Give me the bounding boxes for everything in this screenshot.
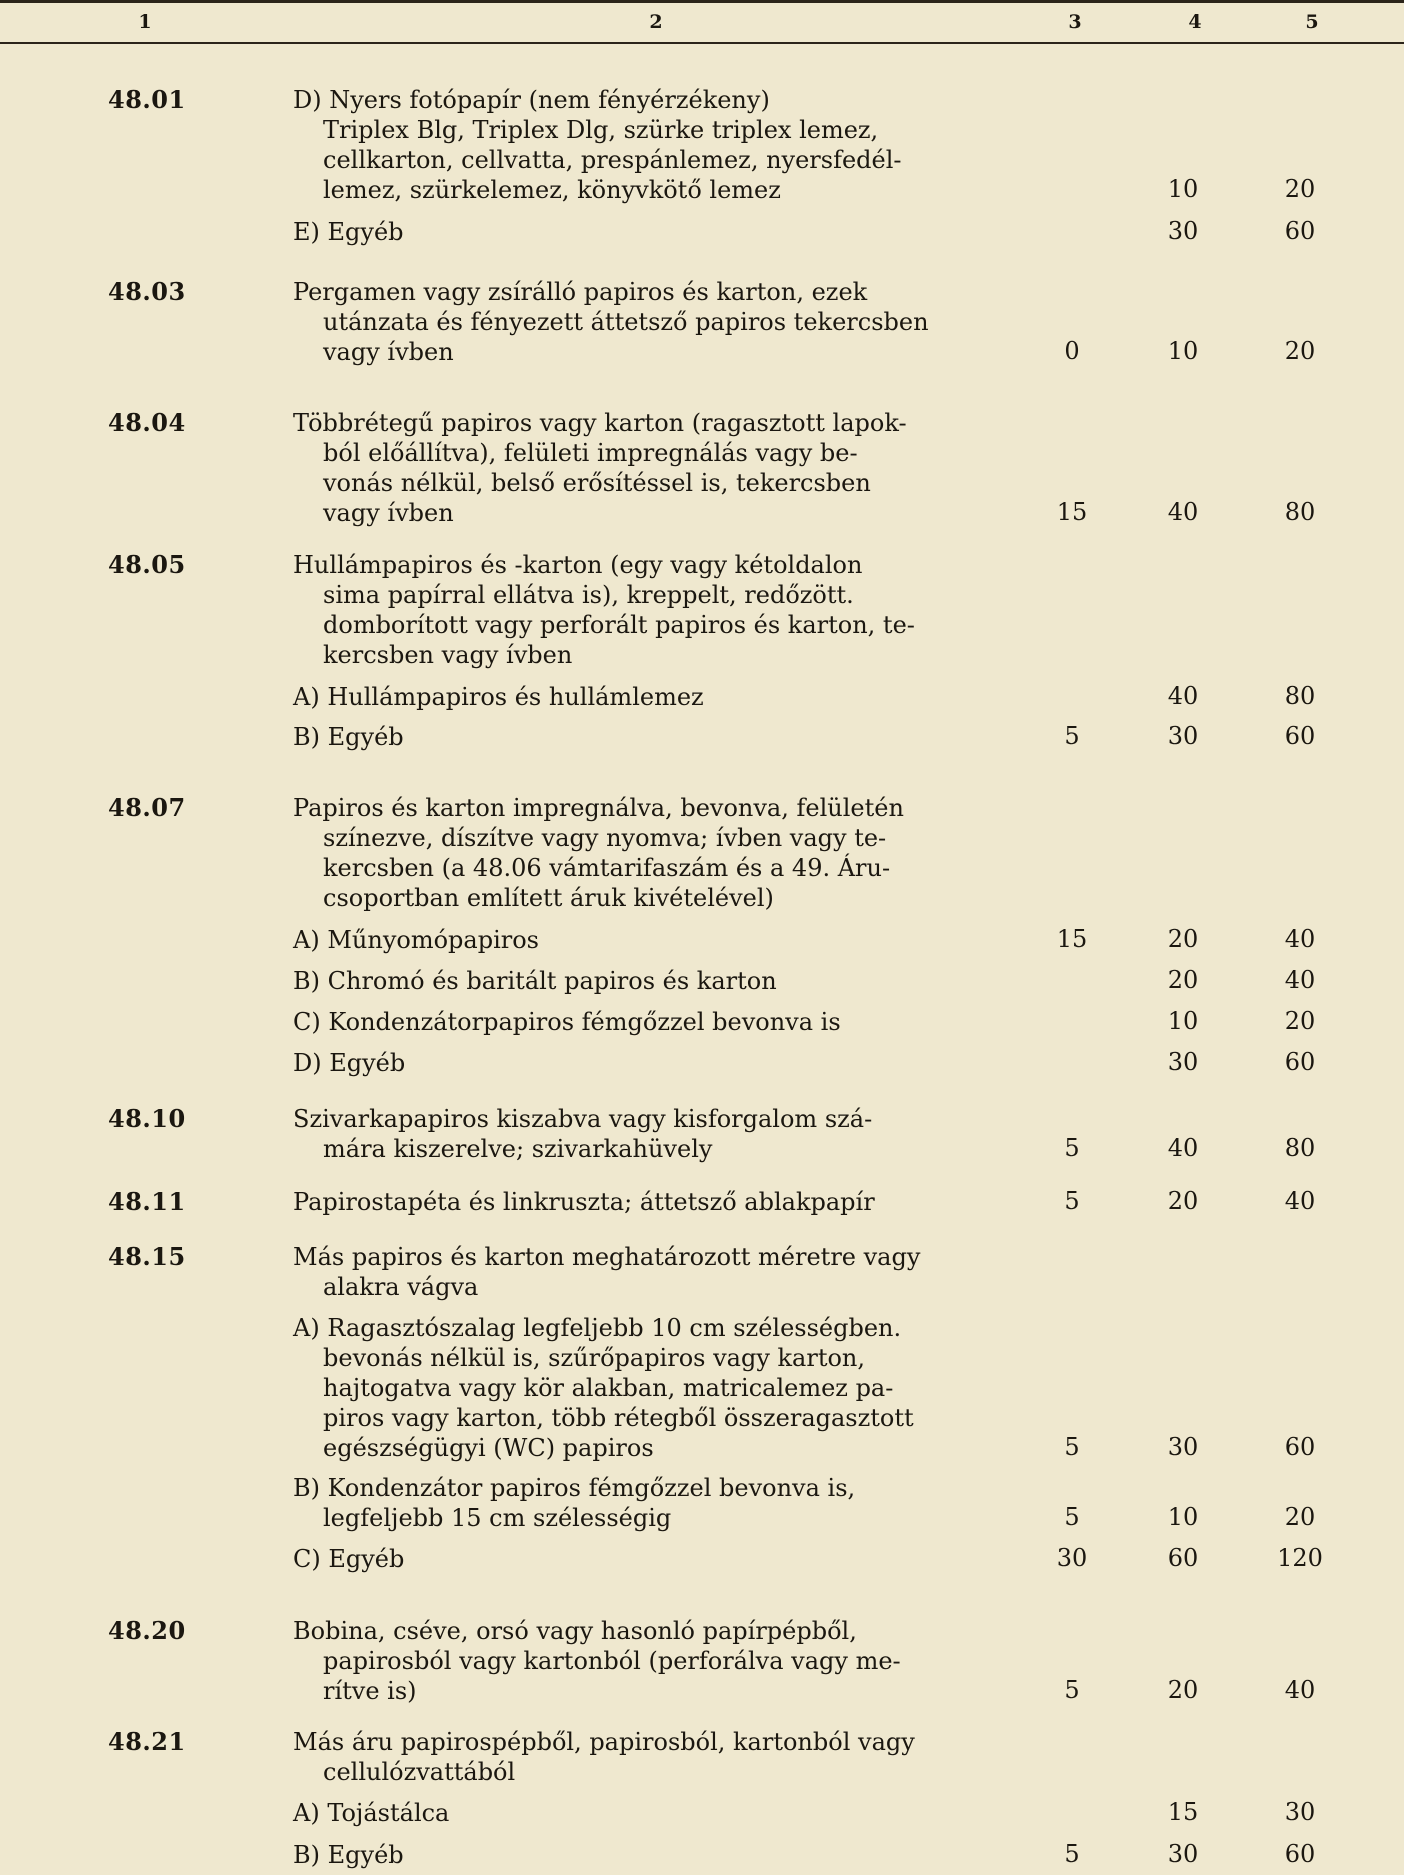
rate-col-5: 80 <box>1284 498 1316 526</box>
rate-col-3: 5 <box>1064 1433 1080 1461</box>
sub-label: A) Hullámpapiros és hullámlemez <box>293 683 704 711</box>
tariff-description <box>293 1616 973 1706</box>
desc-line: vagy ívben <box>323 499 454 527</box>
rate-col-3: 5 <box>1064 1840 1080 1868</box>
rate-col-5: 30 <box>1284 1798 1316 1826</box>
rate-col-3: 0 <box>1064 337 1080 365</box>
rate-col-5: 40 <box>1284 1187 1316 1215</box>
desc-line: rítve is) <box>323 1677 417 1705</box>
tariff-code: 48.21 <box>108 1727 186 1756</box>
desc-line: egészségügyi (WC) papiros <box>323 1434 654 1462</box>
rate-col-4: 60 <box>1167 1544 1199 1572</box>
rate-col-5: 40 <box>1284 925 1316 953</box>
tariff-description <box>293 85 973 205</box>
tariff-code: 48.07 <box>108 793 186 822</box>
desc-line: papirosból vagy kartonból (perforálva vagy me- <box>323 1647 901 1675</box>
rate-col-4: 40 <box>1167 682 1199 710</box>
sub-label: B) Egyéb <box>293 723 404 751</box>
tariff-code: 48.11 <box>108 1187 186 1216</box>
rate-col-5: 120 <box>1277 1544 1323 1572</box>
rate-col-5: 80 <box>1284 682 1316 710</box>
desc-line: Pergamen vagy zsírálló papiros és karton, ezek <box>293 278 868 306</box>
rate-col-4: 20 <box>1167 925 1199 953</box>
header-col-4: 4 <box>1188 11 1202 33</box>
desc-line: cellkarton, cellvatta, prespánlemez, nyersfedél- <box>323 146 902 174</box>
tariff-description <box>293 1727 973 1787</box>
desc-line: legfeljebb 15 cm szélességig <box>323 1504 672 1532</box>
desc-line: ból előállítva), felületi impregnálás vagy be- <box>323 439 858 467</box>
rate-col-3: 5 <box>1064 722 1080 750</box>
rate-col-5: 20 <box>1284 175 1316 203</box>
desc-line: vonás nélkül, belső erősítéssel is, tekercsben <box>323 469 871 497</box>
rate-col-5: 80 <box>1284 1134 1316 1162</box>
rate-col-4: 15 <box>1167 1798 1199 1826</box>
rate-col-4: 30 <box>1167 1840 1199 1868</box>
desc-line: kercsben (a 48.06 vámtarifaszám és a 49. Áru- <box>323 854 891 882</box>
rate-col-4: 20 <box>1167 1187 1199 1215</box>
rate-col-4: 30 <box>1167 217 1199 245</box>
sub-label: B) Chromó és baritált papiros és karton <box>293 967 777 995</box>
tariff-code: 48.01 <box>108 85 186 114</box>
desc-line: Papirostapéta és linkruszta; áttetsző ablakpapír <box>293 1188 875 1216</box>
sub-description <box>293 1313 973 1463</box>
desc-line: csoportban említett áruk kivételével) <box>323 884 774 912</box>
tariff-code: 48.15 <box>108 1242 186 1271</box>
tariff-description <box>293 408 973 528</box>
tariff-description <box>293 550 973 670</box>
desc-line: Többrétegű papiros vagy karton (ragasztott lapok- <box>293 409 907 437</box>
rate-col-5: 20 <box>1284 1007 1316 1035</box>
desc-line: Más papiros és karton meghatározott méretre vagy <box>293 1243 921 1271</box>
rate-col-3: 15 <box>1056 498 1088 526</box>
rate-col-3: 5 <box>1064 1676 1080 1704</box>
desc-line: sima papírral ellátva is), kreppelt, redőzött. <box>323 581 854 609</box>
sub-label: B) Egyéb <box>293 1841 404 1869</box>
tariff-description <box>293 1104 973 1164</box>
rate-col-4: 30 <box>1167 1048 1199 1076</box>
tariff-description <box>293 1242 973 1302</box>
sub-label: C) Kondenzátorpapiros fémgőzzel bevonva is <box>293 1008 841 1036</box>
sub-label: E) Egyéb <box>293 218 404 246</box>
desc-line: hajtogatva vagy kör alakban, matricalemez pa- <box>323 1374 894 1402</box>
tariff-code: 48.20 <box>108 1616 186 1645</box>
rate-col-5: 40 <box>1284 966 1316 994</box>
sub-label: C) Egyéb <box>293 1545 405 1573</box>
rate-col-5: 20 <box>1284 337 1316 365</box>
rate-col-4: 40 <box>1167 498 1199 526</box>
desc-line: Más áru papirospépből, papirosból, kartonból vagy <box>293 1728 915 1756</box>
rate-col-5: 60 <box>1284 1048 1316 1076</box>
column-header-row <box>0 0 1404 44</box>
desc-line: piros vagy karton, több rétegből összeragasztott <box>323 1404 914 1432</box>
rate-col-4: 20 <box>1167 966 1199 994</box>
desc-line: vagy ívben <box>323 338 454 366</box>
desc-line: Papiros és karton impregnálva, bevonva, felületén <box>293 794 904 822</box>
desc-line: Szivarkapapiros kiszabva vagy kisforgalom szá- <box>293 1105 873 1133</box>
tariff-description <box>293 277 973 367</box>
rate-col-3: 5 <box>1064 1503 1080 1531</box>
desc-line: kercsben vagy ívben <box>323 641 573 669</box>
desc-line: alakra vágva <box>323 1273 479 1301</box>
rate-col-5: 60 <box>1284 1433 1316 1461</box>
rate-col-4: 10 <box>1167 1007 1199 1035</box>
tariff-code: 48.10 <box>108 1104 186 1133</box>
rate-col-4: 20 <box>1167 1676 1199 1704</box>
sub-description <box>293 1473 973 1533</box>
tariff-code: 48.04 <box>108 408 186 437</box>
desc-line: domborított vagy perforált papiros és karton, te- <box>323 611 915 639</box>
rate-col-4: 10 <box>1167 175 1199 203</box>
tariff-code: 48.05 <box>108 550 186 579</box>
desc-line: cellulózvattából <box>323 1758 516 1786</box>
rate-col-4: 40 <box>1167 1134 1199 1162</box>
header-col-1: 1 <box>138 11 152 33</box>
rate-col-4: 30 <box>1167 1433 1199 1461</box>
rate-col-3: 30 <box>1056 1544 1088 1572</box>
rate-col-4: 10 <box>1167 1503 1199 1531</box>
rate-col-5: 40 <box>1284 1676 1316 1704</box>
sub-label: D) Egyéb <box>293 1049 406 1077</box>
tariff-description <box>293 1187 973 1217</box>
rate-col-5: 60 <box>1284 217 1316 245</box>
sub-label: A) Tojástálca <box>293 1799 450 1827</box>
rate-col-3: 15 <box>1056 925 1088 953</box>
rate-col-5: 60 <box>1284 1840 1316 1868</box>
desc-line: B) Kondenzátor papiros fémgőzzel bevonva is, <box>293 1474 856 1502</box>
header-col-5: 5 <box>1305 11 1319 33</box>
desc-line: D) Nyers fotópapír (nem fényérzékeny) <box>293 86 770 114</box>
tariff-description <box>293 793 973 913</box>
rate-col-5: 60 <box>1284 722 1316 750</box>
rate-col-4: 30 <box>1167 722 1199 750</box>
desc-line: utánzata és fényezett áttetsző papiros tekercsben <box>323 308 929 336</box>
rate-col-4: 10 <box>1167 337 1199 365</box>
desc-line: A) Ragasztószalag legfeljebb 10 cm szélességben. <box>293 1314 902 1342</box>
header-col-2: 2 <box>649 11 663 33</box>
desc-line: lemez, szürkelemez, könyvkötő lemez <box>323 176 781 204</box>
rate-col-3: 5 <box>1064 1134 1080 1162</box>
desc-line: Triplex Blg, Triplex Dlg, szürke triplex lemez, <box>323 116 879 144</box>
sub-label: A) Műnyomópapiros <box>293 926 539 954</box>
desc-line: Hullámpapiros és -karton (egy vagy kétoldalon <box>293 551 863 579</box>
rate-col-3: 5 <box>1064 1187 1080 1215</box>
desc-line: bevonás nélkül is, szűrőpapiros vagy karton, <box>323 1344 866 1372</box>
tariff-code: 48.03 <box>108 277 186 306</box>
desc-line: Bobina, cséve, orsó vagy hasonló papírpépből, <box>293 1617 857 1645</box>
desc-line: mára kiszerelve; szivarkahüvely <box>323 1135 713 1163</box>
rate-col-5: 20 <box>1284 1503 1316 1531</box>
header-col-3: 3 <box>1068 11 1082 33</box>
desc-line: színezve, díszítve vagy nyomva; ívben vagy te- <box>323 824 887 852</box>
